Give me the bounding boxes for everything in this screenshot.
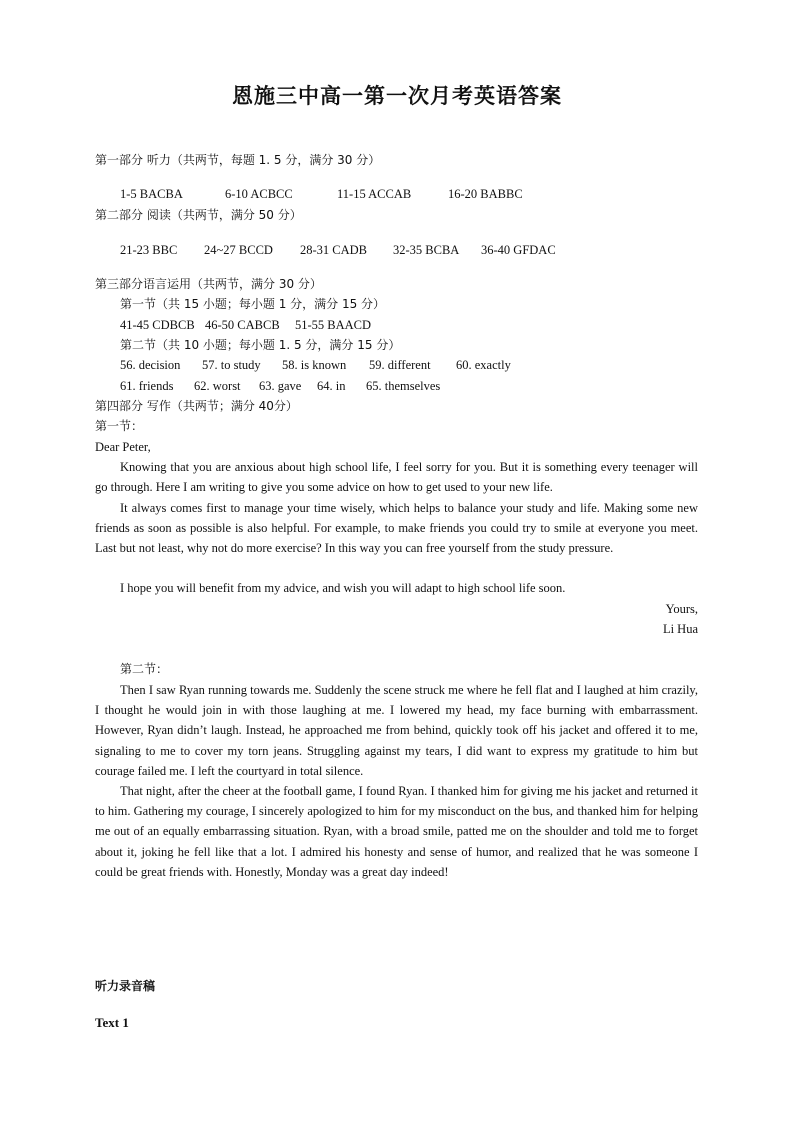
letter-paragraph: Knowing that you are anxious about high school life, I feel sorry for you. But it is something every teenager will go through. Here I am writing to give you some advice on how to get used to your new life. [95, 460, 698, 495]
part3-section2-row1 [120, 357, 511, 373]
part3-heading: 第三部分语言运用（共两节，满分 30 分） [95, 277, 322, 291]
answer-group: 24~27 BCCD [204, 243, 273, 257]
answer-item: 62. worst [194, 379, 241, 393]
letter-closing: Yours, [665, 602, 698, 616]
answer-group: 32-35 BCBA [393, 243, 460, 257]
answer-group: 1-5 BACBA [120, 187, 183, 201]
answer-group: 16-20 BABBC [448, 187, 523, 201]
answer-item: 58. is known [282, 358, 347, 372]
answer-item: 59. different [369, 358, 431, 372]
part4-section1-label: 第一节： [95, 419, 144, 433]
page-title: 恩施三中高一第一次月考英语答案 [232, 84, 562, 108]
answer-group: 46-50 CABCB [205, 318, 280, 332]
answer-item: 57. to study [202, 358, 261, 372]
answer-group: 51-55 BAACD [295, 318, 372, 332]
letter-paragraph: It always comes first to manage your time wisely, which helps to balance your study and life. Making some new friends as soon as possible is also helpful. For example, to make friends you could try to smile at everyone you meet. Last but not least, why not do more exercise? In this way you can free yourself from the study pressure. [95, 501, 698, 556]
letter-signature: Li Hua [662, 622, 698, 636]
answer-group: 6-10 ACBCC [225, 187, 293, 201]
answer-item: 64. in [317, 379, 346, 393]
story-paragraph: Then I saw Ryan running towards me. Suddenly the scene struck me where he fell flat and I laughed at him crazily, I thought he would join in with those laughing at me. I lowered my head, my face burning with embarrassment. However, Ryan didn’t laugh. Instead, he approached me from behind, quickly took off his jacket and offered it to me, signaling to me to cover my torn jeans. Struggling against my tears, I did want to express my gratitude to him but courage failed me. I left the courtyard in total silence. [95, 683, 698, 778]
transcript-heading: 听力录音稿 [95, 979, 156, 993]
part4-heading: 第四部分 写作（共两节；满分 40分） [95, 399, 298, 413]
answer-item: 56. decision [120, 358, 181, 372]
answer-item: 65. themselves [366, 379, 441, 393]
transcript-text1-label: Text 1 [95, 1015, 129, 1030]
answer-group: 11-15 ACCAB [337, 187, 412, 201]
answer-group: 28-31 CADB [300, 243, 368, 257]
letter-paragraph: I hope you will benefit from my advice, and wish you will adapt to high school life soon. [120, 581, 566, 595]
answer-item: 60. exactly [456, 358, 511, 372]
answer-group: 21-23 BBC [120, 243, 178, 257]
part4-section2-label: 第二节： [120, 662, 169, 676]
answer-item: 63. gave [259, 379, 302, 393]
story-paragraph: That night, after the cheer at the football game, I found Ryan. I thanked him for giving me his jacket and returned it to him. Gathering my courage, I sincerely apologized to him for my misconduct on the bus, and thanked him for helping me out of an equally embarrassing situation. Ryan, with a broad smile, patted me on the shoulder and told me to forget about it, joking he fell like that a lot. I admired his honesty and sense of humor, and realized that he was someone I could be great friends with. Honestly, Monday was a great day indeed! [95, 784, 698, 879]
letter-salutation: Dear Peter, [95, 440, 151, 454]
part3-section2-row2 [120, 378, 440, 394]
part1-answers [120, 186, 523, 202]
answer-group: 36-40 GFDAC [481, 243, 556, 257]
part3-section1-answers [120, 317, 371, 333]
part1-heading: 第一部分 听力（共两节，每题 1. 5 分，满分 30 分） [95, 153, 381, 167]
part2-heading: 第二部分 阅读（共两节，满分 50 分） [95, 208, 302, 222]
answer-item: 61. friends [120, 379, 174, 393]
part3-section2-heading: 第二节（共 10 小题；每小题 1. 5 分，满分 15 分） [120, 338, 401, 352]
part3-section1-heading: 第一节（共 15 小题；每小题 1 分，满分 15 分） [120, 297, 386, 311]
part2-answers [120, 242, 556, 258]
answer-group: 41-45 CDBCB [120, 318, 195, 332]
